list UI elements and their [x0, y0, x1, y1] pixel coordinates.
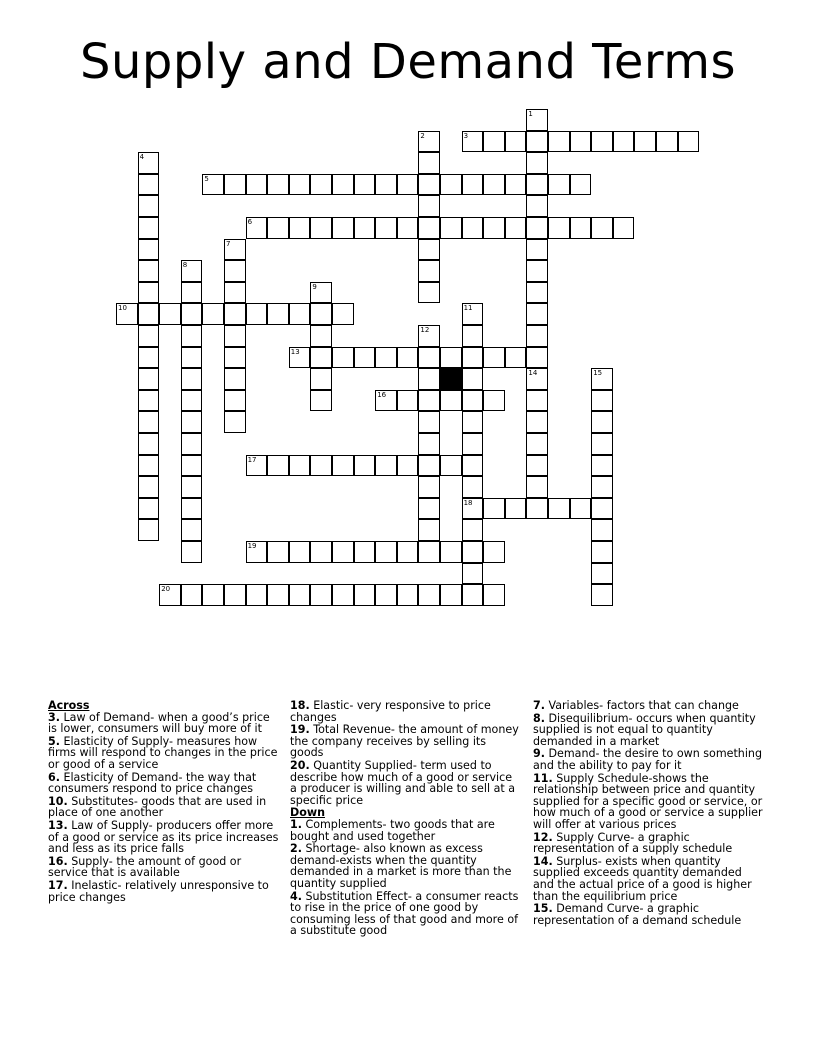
- clue-text: Surplus- exists when quantity supplied exceeds quantity demanded and the actual price of a good is higher than the equilibrium price: [533, 854, 752, 903]
- crossword-cell[interactable]: [310, 368, 332, 390]
- crossword-cell[interactable]: [526, 411, 548, 433]
- crossword-cell[interactable]: [354, 217, 376, 239]
- crossword-cell[interactable]: [613, 217, 635, 239]
- crossword-cell[interactable]: [440, 455, 462, 477]
- clue-number: 17.: [48, 878, 68, 892]
- crossword-cell[interactable]: [591, 131, 613, 153]
- crossword-cell[interactable]: [138, 498, 160, 520]
- crossword-cell[interactable]: [591, 584, 613, 606]
- crossword-cell[interactable]: [526, 303, 548, 325]
- crossword-cell[interactable]: [310, 303, 332, 325]
- clue-across-10: [48, 796, 280, 819]
- clue-number-label: 18: [463, 498, 473, 507]
- clue-text: Inelastic- relatively unresponsive to price changes: [48, 878, 269, 904]
- crossword-cell[interactable]: [397, 217, 419, 239]
- clue-text: Quantity Supplied- term used to describe how much of a good or service a producer is willing and able to sell at a specific price: [290, 758, 516, 807]
- clue-number: 11.: [533, 771, 553, 785]
- across-heading: Across: [48, 699, 90, 712]
- crossword-cell[interactable]: [526, 152, 548, 174]
- crossword-cell[interactable]: [526, 498, 548, 520]
- crossword-cell[interactable]: [267, 217, 289, 239]
- clue-number: 8.: [533, 711, 545, 725]
- clue-number: 12.: [533, 830, 553, 844]
- crossword-cell[interactable]: [440, 347, 462, 369]
- crossword-cell[interactable]: [548, 217, 570, 239]
- crossword-cell[interactable]: [310, 325, 332, 347]
- clue-text: Elasticity of Demand- the way that consumers respond to price changes: [48, 770, 257, 796]
- crossword-cell[interactable]: [462, 368, 484, 390]
- clue-down-7: [533, 700, 765, 712]
- clue-down-12: [533, 832, 765, 855]
- clue-number-label: 2: [420, 131, 425, 140]
- clue-number: 7.: [533, 699, 545, 712]
- crossword-cell[interactable]: [397, 584, 419, 606]
- crossword-cell[interactable]: [462, 563, 484, 585]
- clue-number: 3.: [48, 710, 60, 724]
- crossword-cell[interactable]: [224, 411, 246, 433]
- crossword-cell[interactable]: [332, 541, 354, 563]
- clue-across-13: [48, 820, 280, 855]
- clue-text: Elastic- very responsive to price changes: [290, 699, 491, 724]
- crossword-cell[interactable]: [570, 498, 592, 520]
- crossword-cell[interactable]: [526, 260, 548, 282]
- crossword-cell[interactable]: [613, 131, 635, 153]
- crossword-cell[interactable]: [483, 498, 505, 520]
- clue-number: 5.: [48, 734, 60, 748]
- crossword-cell[interactable]: [181, 390, 203, 412]
- down-heading: Down: [290, 806, 325, 820]
- crossword-cell[interactable]: [526, 239, 548, 261]
- crossword-cell[interactable]: [181, 303, 203, 325]
- crossword-cell[interactable]: [526, 325, 548, 347]
- clue-number-label: 5: [204, 174, 209, 183]
- crossword-cell[interactable]: [138, 303, 160, 325]
- crossword-cell[interactable]: [289, 541, 311, 563]
- crossword-cell[interactable]: [634, 131, 656, 153]
- crossword-cell[interactable]: [267, 303, 289, 325]
- crossword-cell[interactable]: [397, 174, 419, 196]
- crossword-cell[interactable]: [591, 217, 613, 239]
- crossword-cell[interactable]: [310, 584, 332, 606]
- crossword-cell[interactable]: [375, 174, 397, 196]
- crossword-cell[interactable]: [202, 303, 224, 325]
- clue-down-8: [533, 713, 765, 748]
- crossword-cell[interactable]: [526, 131, 548, 153]
- crossword-cell[interactable]: [246, 174, 268, 196]
- crossword-cell[interactable]: [138, 282, 160, 304]
- clue-across-16: [48, 856, 280, 879]
- crossword-cell[interactable]: [591, 541, 613, 563]
- crossword-cell[interactable]: [505, 217, 527, 239]
- crossword-cell[interactable]: [267, 541, 289, 563]
- crossword-cell[interactable]: [354, 174, 376, 196]
- crossword-cell[interactable]: [138, 195, 160, 217]
- crossword-cell[interactable]: [526, 455, 548, 477]
- crossword-cell[interactable]: [159, 303, 181, 325]
- crossword-cell[interactable]: [310, 347, 332, 369]
- crossword-cell[interactable]: [332, 174, 354, 196]
- clue-number-label: 4: [139, 153, 145, 162]
- clue-down-1: [290, 819, 522, 842]
- crossword-cell[interactable]: [483, 347, 505, 369]
- crossword-cell[interactable]: [548, 131, 570, 153]
- clue-number-label: 10: [118, 304, 127, 313]
- crossword-cell[interactable]: [224, 584, 246, 606]
- crossword-cell[interactable]: [462, 217, 484, 239]
- crossword-cell[interactable]: [656, 131, 678, 153]
- clue-down-11: [533, 773, 765, 831]
- crossword-cell[interactable]: [418, 260, 440, 282]
- crossword-cell[interactable]: [397, 455, 419, 477]
- clue-text: Demand Curve- a graphic representation of a demand schedule: [533, 902, 742, 927]
- crossword-cell[interactable]: [418, 217, 440, 239]
- clue-across-18: [290, 700, 522, 723]
- crossword-cell[interactable]: [418, 195, 440, 217]
- crossword-cell[interactable]: [202, 584, 224, 606]
- crossword-cell[interactable]: [181, 347, 203, 369]
- crossword-cell[interactable]: [310, 174, 332, 196]
- crossword-cell[interactable]: [440, 390, 462, 412]
- crossword-cell[interactable]: [138, 433, 160, 455]
- crossword-cell[interactable]: [181, 433, 203, 455]
- crossword-cell[interactable]: [375, 584, 397, 606]
- crossword-cell[interactable]: [138, 325, 160, 347]
- clue-number: 2.: [290, 842, 302, 856]
- crossword-cell[interactable]: [526, 174, 548, 196]
- crossword-cell[interactable]: [440, 174, 462, 196]
- clue-number-label: 1: [528, 110, 533, 118]
- crossword-cell[interactable]: [483, 541, 505, 563]
- crossword-cell[interactable]: [267, 455, 289, 477]
- clue-text: Supply Curve- a graphic representation of a supply schedule: [533, 830, 733, 856]
- crossword-cell[interactable]: [440, 584, 462, 606]
- crossword-cell[interactable]: [418, 411, 440, 433]
- crossword-cell[interactable]: [418, 455, 440, 477]
- crossword-cell[interactable]: [418, 498, 440, 520]
- crossword-cell[interactable]: [354, 347, 376, 369]
- crossword-cell[interactable]: [375, 217, 397, 239]
- clue-number-label: 11: [463, 304, 473, 313]
- crossword-cell[interactable]: [332, 584, 354, 606]
- crossword-cell[interactable]: [181, 498, 203, 520]
- clue-number-label: 12: [420, 326, 430, 334]
- clue-number: 20.: [290, 758, 310, 772]
- clue-number: 14.: [533, 854, 553, 868]
- crossword-cell[interactable]: [591, 390, 613, 412]
- clue-number-label: 15: [593, 369, 603, 378]
- crossword-cell[interactable]: [181, 476, 203, 498]
- clue-number: 6.: [48, 770, 60, 784]
- crossword-cell[interactable]: [570, 174, 592, 196]
- crossword-cell[interactable]: [224, 347, 246, 369]
- crossword-cell[interactable]: [591, 411, 613, 433]
- crossword-cell[interactable]: [483, 131, 505, 153]
- crossword-cell[interactable]: [310, 217, 332, 239]
- crossword-cell[interactable]: [591, 519, 613, 541]
- clue-across-6: [48, 772, 280, 795]
- crossword-cell[interactable]: [181, 519, 203, 541]
- clue-text: Disequilibrium- occurs when quantity supplied is not equal to quantity demanded in a market: [533, 711, 756, 748]
- crossword-cell[interactable]: [354, 541, 376, 563]
- crossword-cell[interactable]: [397, 541, 419, 563]
- crossword-cell[interactable]: [181, 368, 203, 390]
- crossword-cell[interactable]: [181, 411, 203, 433]
- clue-number-label: 8: [182, 261, 188, 270]
- crossword-cell[interactable]: [138, 217, 160, 239]
- crossword-cell[interactable]: [224, 282, 246, 304]
- crossword-cell[interactable]: [418, 239, 440, 261]
- crossword-cell[interactable]: [462, 433, 484, 455]
- crossword-cell[interactable]: [224, 174, 246, 196]
- clue-number-label: 13: [290, 347, 300, 356]
- crossword-cell[interactable]: [397, 390, 419, 412]
- crossword-cell[interactable]: [138, 390, 160, 412]
- crossword-cell[interactable]: [483, 584, 505, 606]
- clue-number: 13.: [48, 818, 68, 832]
- crossword-cell[interactable]: [138, 368, 160, 390]
- crossword-cell[interactable]: [289, 217, 311, 239]
- clue-text: Demand- the desire to own something and the ability to pay for it: [533, 747, 762, 772]
- crossword-cell[interactable]: [483, 390, 505, 412]
- crossword-cell[interactable]: [440, 541, 462, 563]
- crossword-cell[interactable]: [462, 584, 484, 606]
- crossword-cell[interactable]: [526, 390, 548, 412]
- crossword-cell[interactable]: [375, 455, 397, 477]
- crossword-cell[interactable]: [462, 541, 484, 563]
- crossword-cell[interactable]: [354, 584, 376, 606]
- crossword-cell[interactable]: [462, 455, 484, 477]
- crossword-cell[interactable]: [483, 174, 505, 196]
- crossword-cell[interactable]: [418, 368, 440, 390]
- clue-text: Total Revenue- the amount of money the company receives by selling its goods: [290, 723, 519, 760]
- clue-number-label: 17: [247, 455, 257, 464]
- crossword-cell[interactable]: [462, 411, 484, 433]
- clue-text: Law of Supply- producers offer more of a good or service as its price increases and less as its price falls: [48, 818, 279, 856]
- crossword-cell[interactable]: [138, 174, 160, 196]
- clue-number-label: 7: [226, 239, 231, 248]
- crossword-cell[interactable]: [138, 260, 160, 282]
- crossword-cell[interactable]: [570, 217, 592, 239]
- crossword-cell[interactable]: [591, 455, 613, 477]
- clue-number-label: 3: [463, 131, 469, 140]
- clue-text: Complements- two goods that are bought and used together: [290, 817, 495, 843]
- crossword-cell[interactable]: [591, 476, 613, 498]
- clue-across-17: [48, 880, 280, 903]
- crossword-cell[interactable]: [526, 476, 548, 498]
- crossword-cell[interactable]: [224, 260, 246, 282]
- clue-number: 1.: [290, 817, 302, 831]
- crossword-cell[interactable]: [224, 303, 246, 325]
- clue-text: Shortage- also known as excess demand-exists when the quantity demanded in a market is more than the quantity supplied: [290, 842, 512, 890]
- crossword-cell[interactable]: [462, 347, 484, 369]
- crossword-cell[interactable]: [418, 347, 440, 369]
- crossword-cell[interactable]: [548, 174, 570, 196]
- clue-number: 16.: [48, 854, 68, 868]
- crossword-cell[interactable]: [462, 325, 484, 347]
- clue-number: 10.: [48, 794, 68, 808]
- clue-text: Supply Schedule-shows the relationship between price and quantity supplied for a specific good or service, or how much of a good or service a supplier will offer at various prices: [533, 771, 763, 831]
- crossword-cell[interactable]: [332, 217, 354, 239]
- crossword-cell[interactable]: [267, 174, 289, 196]
- black-cell: [440, 368, 462, 390]
- crossword-cell[interactable]: [289, 303, 311, 325]
- crossword-cell[interactable]: [462, 174, 484, 196]
- crossword-cell[interactable]: [224, 390, 246, 412]
- clues-column-3: [533, 700, 765, 927]
- clue-across-20: [290, 760, 522, 806]
- crossword-cell[interactable]: [181, 325, 203, 347]
- clue-number-label: 20: [161, 585, 171, 594]
- clue-number: 4.: [290, 889, 302, 903]
- crossword-cell[interactable]: [181, 282, 203, 304]
- clue-down-9: [533, 748, 765, 771]
- crossword-cell[interactable]: [181, 455, 203, 477]
- clue-down-15: [533, 903, 765, 926]
- clue-down-14: [533, 856, 765, 902]
- crossword-cell[interactable]: [418, 282, 440, 304]
- crossword-cell[interactable]: [570, 131, 592, 153]
- clue-number-label: 16: [377, 390, 387, 399]
- crossword-cell[interactable]: [462, 476, 484, 498]
- crossword-cell[interactable]: [375, 347, 397, 369]
- crossword-cell[interactable]: [462, 519, 484, 541]
- crossword-cell[interactable]: [418, 152, 440, 174]
- crossword-cell[interactable]: [375, 541, 397, 563]
- crossword-cell[interactable]: [224, 325, 246, 347]
- clue-text: Variables- factors that can change: [548, 699, 739, 712]
- crossword-cell[interactable]: [591, 433, 613, 455]
- clue-number-label: 19: [247, 542, 257, 550]
- crossword-cell[interactable]: [310, 455, 332, 477]
- crossword-cell[interactable]: [289, 174, 311, 196]
- crossword-cell[interactable]: [289, 455, 311, 477]
- crossword-cell[interactable]: [418, 584, 440, 606]
- crossword-cell[interactable]: [526, 217, 548, 239]
- crossword-cell[interactable]: [678, 131, 700, 153]
- clue-text: Substitution Effect- a consumer reacts to rise in the price of one good by consuming less of that good and more of a substitute good: [290, 889, 519, 938]
- clue-down-2: [290, 843, 522, 889]
- crossword-cell[interactable]: [591, 498, 613, 520]
- crossword-cell[interactable]: [310, 541, 332, 563]
- crossword-cell[interactable]: [526, 347, 548, 369]
- crossword-cell[interactable]: [332, 347, 354, 369]
- crossword-cell[interactable]: [138, 519, 160, 541]
- crossword-cell[interactable]: [505, 498, 527, 520]
- crossword-cell[interactable]: [181, 541, 203, 563]
- clues-column-2: [290, 700, 522, 938]
- crossword-cell[interactable]: [138, 411, 160, 433]
- crossword-cell[interactable]: [310, 390, 332, 412]
- crossword-cell[interactable]: [418, 433, 440, 455]
- clue-across-3: [48, 712, 280, 735]
- crossword-cell[interactable]: [418, 390, 440, 412]
- clue-number-label: 6: [247, 218, 253, 226]
- clue-text: Substitutes- goods that are used in place of one another: [48, 794, 267, 820]
- page-title: Supply and Demand Terms: [79, 34, 737, 90]
- crossword-cell[interactable]: [246, 584, 268, 606]
- crossword-cell[interactable]: [289, 584, 311, 606]
- crossword-cell[interactable]: [138, 455, 160, 477]
- clues-column-1: [48, 700, 280, 904]
- crossword-cell[interactable]: [332, 303, 354, 325]
- clue-across-19: [290, 724, 522, 759]
- clue-number: 19.: [290, 723, 310, 737]
- crossword-cell[interactable]: [138, 347, 160, 369]
- crossword-cell[interactable]: [354, 455, 376, 477]
- clue-down-4: [290, 891, 522, 937]
- clue-number: 18.: [290, 699, 310, 712]
- crossword-cell[interactable]: [418, 476, 440, 498]
- clue-text: Law of Demand- when a good’s price is lower, consumers will buy more of it: [48, 710, 270, 736]
- crossword-cell[interactable]: [418, 541, 440, 563]
- crossword-cell[interactable]: [246, 303, 268, 325]
- crossword-cell[interactable]: [332, 455, 354, 477]
- crossword-cell[interactable]: [138, 239, 160, 261]
- clue-number-label: 9: [312, 282, 317, 291]
- crossword-cell[interactable]: [462, 390, 484, 412]
- clue-number: 9.: [533, 747, 545, 761]
- crossword-cell[interactable]: [526, 195, 548, 217]
- crossword-cell[interactable]: [418, 174, 440, 196]
- clue-number: 15.: [533, 902, 553, 916]
- clue-text: Elasticity of Supply- measures how firms will respond to changes in the price or good of a service: [48, 734, 278, 771]
- crossword-cell[interactable]: [418, 519, 440, 541]
- crossword-cell[interactable]: [591, 563, 613, 585]
- crossword-cell[interactable]: [505, 174, 527, 196]
- crossword-cell[interactable]: [224, 368, 246, 390]
- crossword-cell[interactable]: [526, 433, 548, 455]
- crossword-cell[interactable]: [548, 498, 570, 520]
- crossword-cell[interactable]: [397, 347, 419, 369]
- crossword-cell[interactable]: [505, 347, 527, 369]
- crossword-cell[interactable]: [138, 476, 160, 498]
- crossword-cell[interactable]: [483, 217, 505, 239]
- crossword-cell[interactable]: [505, 131, 527, 153]
- crossword-cell[interactable]: [526, 282, 548, 304]
- clue-text: Supply- the amount of good or service that is available: [48, 854, 242, 880]
- crossword-cell[interactable]: [267, 584, 289, 606]
- crossword-cell[interactable]: [440, 217, 462, 239]
- clue-across-5: [48, 736, 280, 771]
- clue-number-label: 14: [528, 369, 538, 378]
- crossword-cell[interactable]: [181, 584, 203, 606]
